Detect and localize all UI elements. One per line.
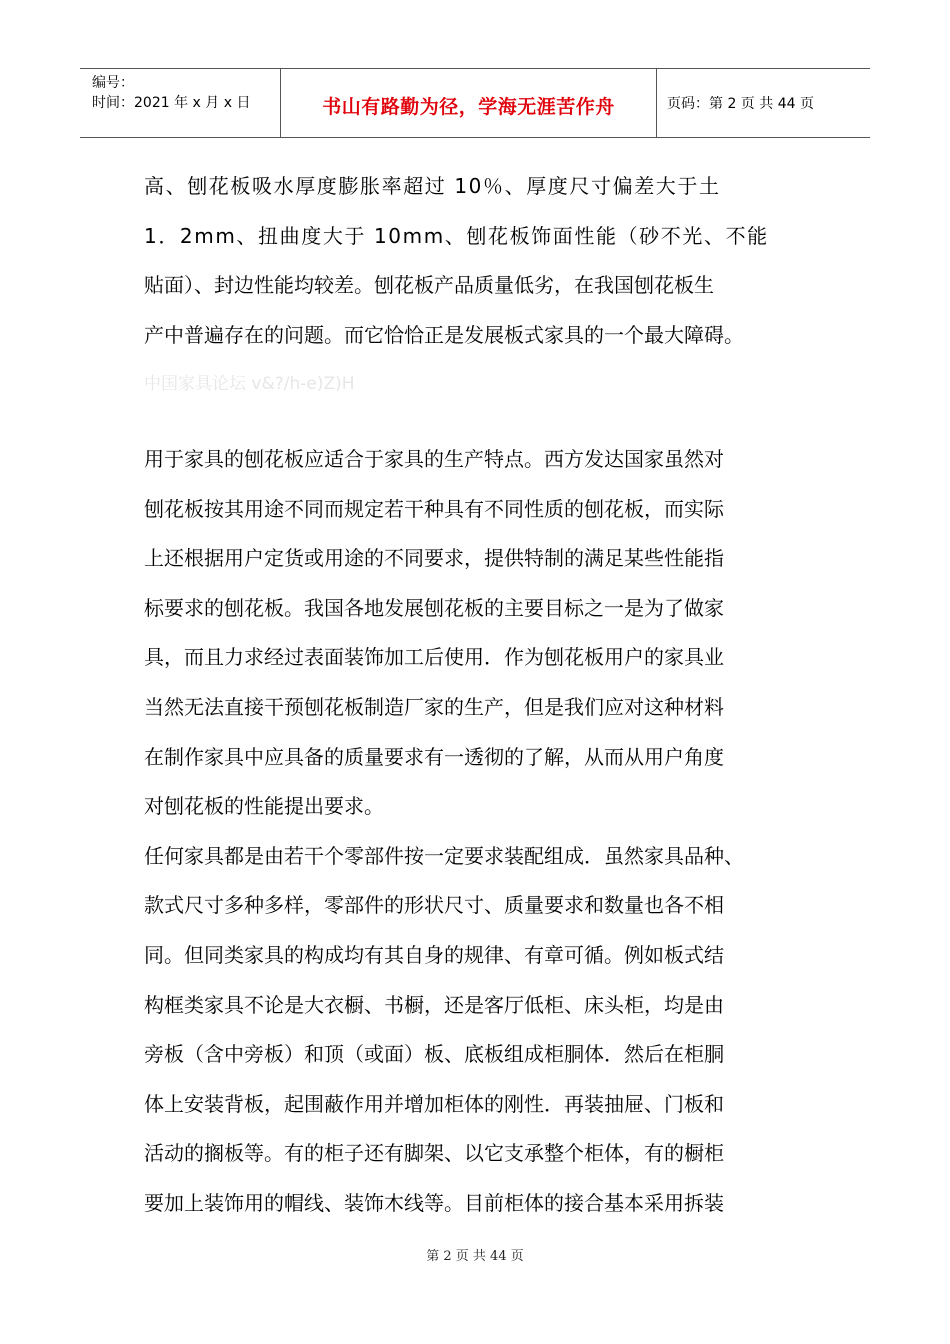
header-page-info: 页码：第 2 页 共 44 页 [667, 96, 814, 112]
body-line: 当然无法直接干预刨花板制造厂家的生产，但是我们应对这种材料 [144, 694, 724, 719]
body-line: 产中普遍存在的问题。而它恰恰正是发展板式家具的一个最大障碍。 [144, 322, 744, 347]
body-line: 同。但同类家具的构成均有其自身的规律、有章可循。例如板式结 [144, 942, 724, 967]
body-line: 旁板（含中旁板）和顶（或面）板、底板组成柜胴体．然后在柜胴 [144, 1042, 724, 1067]
header-meta [80, 69, 281, 137]
body-line: 用于家具的刨花板应适合于家具的生产特点。西方发达国家虽然对 [144, 446, 724, 471]
body-line: 标要求的刨花板。我国各地发展刨花板的主要目标之一是为了做家 [144, 595, 724, 620]
page-footer: 第 2 页 共 44 页 [426, 1249, 524, 1264]
body-line: 高、刨花板吸水厚度膨胀率超过 10％、厚度尺寸偏差大于土 [144, 174, 721, 198]
body-line: 活动的搁板等。有的柜子还有脚架、以它支承整个柜体，有的橱柜 [144, 1141, 724, 1166]
document-date-label: 时间：2021 年 x 月 x 日 [92, 95, 251, 111]
header-motto: 书山有路勤为径，学海无涯苦作舟 [281, 69, 657, 137]
body-line: 上还根据用户定货或用途的不同要求，提供特制的满足某些性能指 [144, 546, 724, 571]
document-number-label: 编号： [92, 75, 134, 91]
body-line: 体上安装背板，起围蔽作用并增加柜体的刚性．再装抽屉、门板和 [144, 1091, 724, 1116]
body-line: 1．2mm、扭曲度大于 10mm、刨花板饰面性能（砂不光、不能 [144, 223, 769, 248]
body-line: 对刨花板的性能提出要求。 [144, 794, 384, 819]
body-line: 任何家具都是由若干个零部件按一定要求装配组成．虽然家具品种、 [144, 843, 744, 868]
body-line: 款式尺寸多种多样，零部件的形状尺寸、质量要求和数量也各不相 [144, 893, 724, 918]
body-line: 具，而且力求经过表面装饰加工后使用．作为刨花板用户的家具业 [144, 645, 724, 670]
body-line: 要加上装饰用的帽线、装饰木线等。目前柜体的接合基本采用拆装 [144, 1190, 724, 1215]
body-line: 在制作家具中应具备的质量要求有一透彻的了解，从而从用户角度 [144, 744, 724, 769]
body-line: 刨花板按其用途不同而规定若干种具有不同性质的刨花板，而实际 [144, 496, 724, 521]
body-line: 贴面）、封边性能均较差。刨花板产品质量低劣，在我国刨花板生 [144, 273, 714, 298]
body-line: 构框类家具不论是大衣橱、书橱，还是客厅低柜、床头柜，均是由 [144, 992, 724, 1017]
page-header [80, 68, 870, 138]
watermark-text: 中国家具论坛 v&?/h-e)Z)H [144, 374, 355, 395]
document-body [144, 162, 824, 1228]
